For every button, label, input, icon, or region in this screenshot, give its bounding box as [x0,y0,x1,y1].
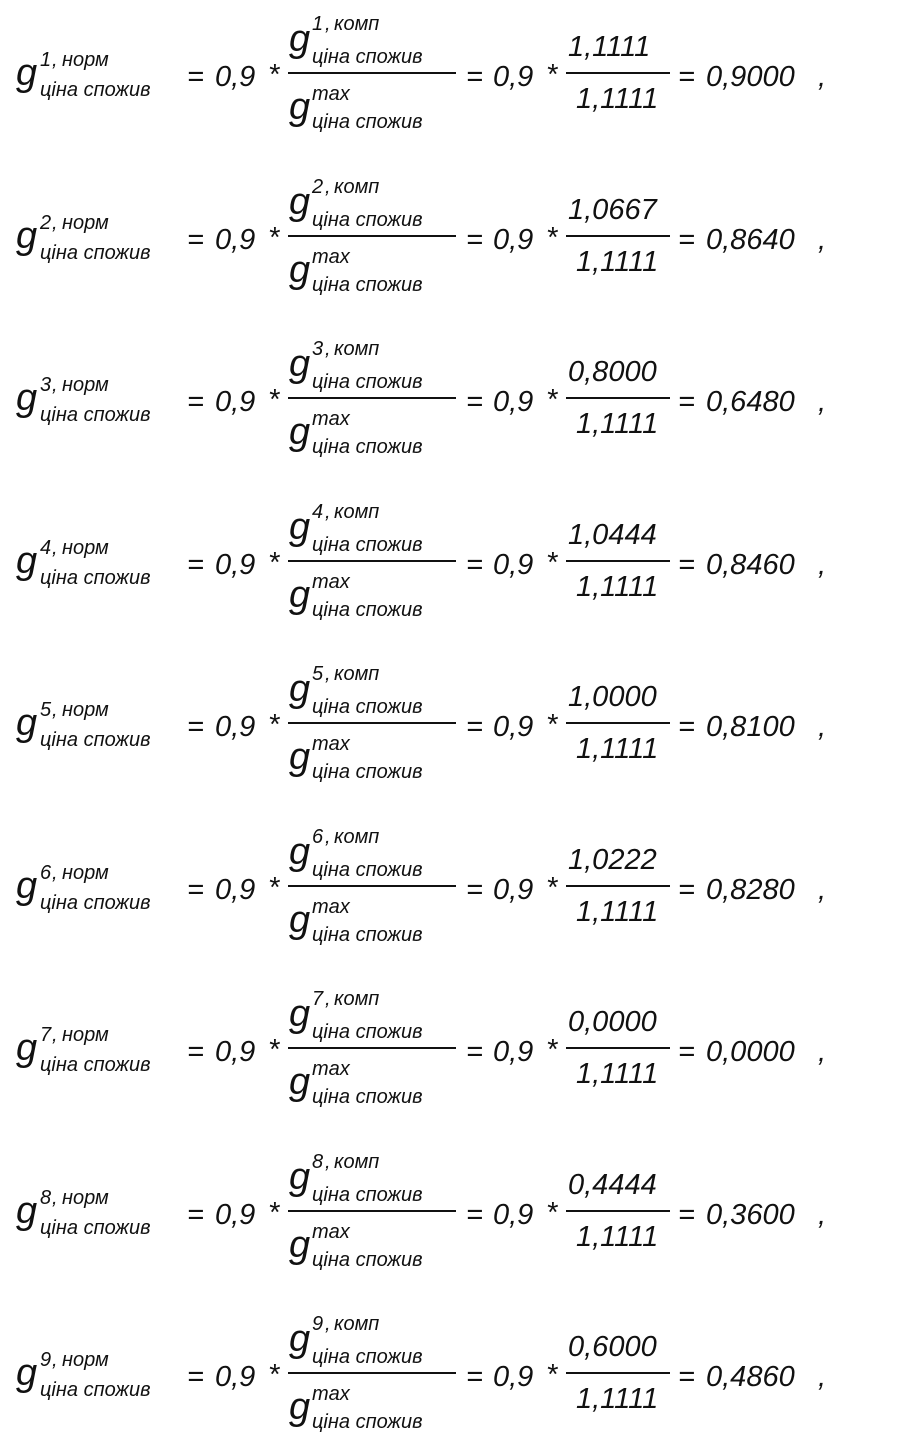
lhs-superscript-index: 9 [40,1349,52,1371]
denominator-value: 1,1111 [576,1058,659,1090]
numerator-value: 0,6000 [568,1331,657,1363]
denominator-g-symbol: g [289,1061,311,1103]
numerator-superscript-comma: , [325,176,331,198]
equals-sign-1: = [187,549,204,581]
formula-row [0,1310,908,1440]
denominator-subscript: ціна спожив [312,599,423,621]
denominator-g-symbol: g [289,736,311,778]
result-value: 0,3600 [706,1199,795,1231]
numerator-subscript: ціна спожив [312,1021,423,1043]
fraction-bar-1 [288,397,456,399]
coefficient-2: 0,9 [493,386,534,418]
lhs-g-symbol: g [16,215,38,257]
denominator-value: 1,1111 [576,733,659,765]
denominator-subscript: ціна спожив [312,111,423,133]
trailing-comma: , [818,224,827,256]
equals-sign-2: = [466,549,483,581]
lhs-subscript: ціна спожив [40,567,151,589]
coefficient-2: 0,9 [493,1199,534,1231]
coefficient-2: 0,9 [493,1361,534,1393]
lhs-g-symbol: g [16,1352,38,1394]
lhs-superscript-index: 7 [40,1024,52,1046]
result-value: 0,0000 [706,1036,795,1068]
numerator-subscript: ціна спожив [312,696,423,718]
coefficient-2: 0,9 [493,61,534,93]
fraction-bar-1 [288,235,456,237]
numerator-subscript: ціна спожив [312,209,423,231]
trailing-comma: , [818,874,827,906]
equals-sign-2: = [466,874,483,906]
fraction-bar-1 [288,560,456,562]
equals-sign-3: = [678,1361,695,1393]
numerator-superscript-comma: , [325,988,331,1010]
result-value: 0,4860 [706,1361,795,1393]
lhs-superscript-norm: норм [62,862,109,884]
numerator-g-symbol: g [289,506,311,548]
numerator-superscript-comma: , [325,338,331,360]
numerator-superscript-index: 4 [312,501,324,523]
times-sign-1: * [268,547,280,579]
denominator-value: 1,1111 [576,408,659,440]
fraction-bar-1 [288,722,456,724]
equals-sign-1: = [187,224,204,256]
times-sign-2: * [546,1359,558,1391]
numerator-subscript: ціна спожив [312,371,423,393]
equals-sign-1: = [187,1361,204,1393]
denominator-subscript: ціна спожив [312,761,423,783]
lhs-superscript-comma: , [52,862,58,884]
equals-sign-1: = [187,61,204,93]
numerator-superscript-index: 8 [312,1151,324,1173]
times-sign-1: * [268,872,280,904]
numerator-g-symbol: g [289,1156,311,1198]
equals-sign-3: = [678,874,695,906]
lhs-superscript-comma: , [52,374,58,396]
numerator-superscript-komp: комп [334,338,380,360]
formula-row [0,1148,908,1278]
lhs-superscript-index: 4 [40,537,52,559]
trailing-comma: , [818,386,827,418]
lhs-superscript-comma: , [52,537,58,559]
numerator-superscript-komp: комп [334,826,380,848]
lhs-subscript: ціна спожив [40,892,151,914]
lhs-superscript-index: 5 [40,699,52,721]
denominator-superscript-max: max [312,733,350,755]
lhs-superscript-norm: норм [62,49,109,71]
trailing-comma: , [818,1199,827,1231]
equals-sign-2: = [466,1361,483,1393]
numerator-superscript-index: 1 [312,13,324,35]
numerator-value: 1,0444 [568,519,657,551]
denominator-g-symbol: g [289,1224,311,1266]
equals-sign-2: = [466,386,483,418]
denominator-g-symbol: g [289,899,311,941]
denominator-subscript: ціна спожив [312,436,423,458]
denominator-value: 1,1111 [576,1383,659,1415]
numerator-superscript-komp: комп [334,1313,380,1335]
denominator-subscript: ціна спожив [312,924,423,946]
equals-sign-2: = [466,711,483,743]
numerator-g-symbol: g [289,831,311,873]
times-sign-1: * [268,1034,280,1066]
result-value: 0,8460 [706,549,795,581]
numerator-value: 0,8000 [568,356,657,388]
lhs-superscript-norm: норм [62,1349,109,1371]
result-value: 0,8280 [706,874,795,906]
numerator-superscript-index: 7 [312,988,324,1010]
trailing-comma: , [818,549,827,581]
denominator-value: 1,1111 [576,83,659,115]
numerator-subscript: ціна спожив [312,1184,423,1206]
numerator-subscript: ціна спожив [312,534,423,556]
numerator-superscript-komp: комп [334,663,380,685]
times-sign-2: * [546,1197,558,1229]
lhs-superscript-index: 8 [40,1187,52,1209]
fraction-bar-2 [566,560,670,562]
equals-sign-2: = [466,1036,483,1068]
times-sign-1: * [268,709,280,741]
formula-row [0,985,908,1115]
result-value: 0,8100 [706,711,795,743]
numerator-superscript-index: 6 [312,826,324,848]
equals-sign-1: = [187,386,204,418]
numerator-superscript-komp: комп [334,13,380,35]
fraction-bar-1 [288,1372,456,1374]
denominator-superscript-max: max [312,83,350,105]
times-sign-2: * [546,1034,558,1066]
times-sign-1: * [268,1197,280,1229]
lhs-subscript: ціна спожив [40,1217,151,1239]
denominator-subscript: ціна спожив [312,274,423,296]
denominator-superscript-max: max [312,246,350,268]
numerator-superscript-index: 3 [312,338,324,360]
times-sign-2: * [546,872,558,904]
equals-sign-3: = [678,61,695,93]
equals-sign-1: = [187,711,204,743]
lhs-g-symbol: g [16,1027,38,1069]
coefficient-2: 0,9 [493,224,534,256]
numerator-value: 0,0000 [568,1006,657,1038]
lhs-superscript-comma: , [52,212,58,234]
lhs-g-symbol: g [16,52,38,94]
times-sign-1: * [268,1359,280,1391]
numerator-superscript-komp: комп [334,1151,380,1173]
numerator-subscript: ціна спожив [312,46,423,68]
numerator-superscript-comma: , [325,501,331,523]
lhs-superscript-comma: , [52,49,58,71]
numerator-superscript-index: 9 [312,1313,324,1335]
formula-row [0,335,908,465]
fraction-bar-1 [288,72,456,74]
lhs-g-symbol: g [16,1190,38,1232]
trailing-comma: , [818,711,827,743]
formula-row [0,498,908,628]
lhs-superscript-index: 3 [40,374,52,396]
coefficient-2: 0,9 [493,1036,534,1068]
equals-sign-3: = [678,386,695,418]
times-sign-2: * [546,709,558,741]
numerator-subscript: ціна спожив [312,1346,423,1368]
fraction-bar-1 [288,1210,456,1212]
times-sign-2: * [546,222,558,254]
equals-sign-3: = [678,711,695,743]
lhs-g-symbol: g [16,865,38,907]
fraction-bar-2 [566,1047,670,1049]
numerator-superscript-komp: комп [334,501,380,523]
lhs-superscript-index: 1 [40,49,52,71]
times-sign-2: * [546,547,558,579]
coefficient-1: 0,9 [215,874,256,906]
lhs-superscript-norm: норм [62,212,109,234]
trailing-comma: , [818,61,827,93]
fraction-bar-2 [566,885,670,887]
coefficient-1: 0,9 [215,549,256,581]
denominator-subscript: ціна спожив [312,1249,423,1271]
numerator-superscript-comma: , [325,13,331,35]
equals-sign-2: = [466,224,483,256]
coefficient-1: 0,9 [215,386,256,418]
lhs-subscript: ціна спожив [40,404,151,426]
formula-row [0,173,908,303]
coefficient-1: 0,9 [215,1361,256,1393]
denominator-g-symbol: g [289,1386,311,1428]
denominator-g-symbol: g [289,86,311,128]
lhs-superscript-norm: норм [62,1187,109,1209]
result-value: 0,6480 [706,386,795,418]
denominator-g-symbol: g [289,411,311,453]
equals-sign-1: = [187,874,204,906]
equals-sign-1: = [187,1036,204,1068]
denominator-g-symbol: g [289,249,311,291]
formula-row [0,660,908,790]
denominator-subscript: ціна спожив [312,1086,423,1108]
fraction-bar-2 [566,72,670,74]
lhs-g-symbol: g [16,702,38,744]
lhs-superscript-index: 2 [40,212,52,234]
lhs-superscript-comma: , [52,1024,58,1046]
numerator-g-symbol: g [289,668,311,710]
denominator-superscript-max: max [312,896,350,918]
equals-sign-3: = [678,549,695,581]
denominator-superscript-max: max [312,408,350,430]
numerator-superscript-comma: , [325,1313,331,1335]
result-value: 0,8640 [706,224,795,256]
numerator-value: 1,1111 [568,31,651,63]
denominator-value: 1,1111 [576,896,659,928]
times-sign-1: * [268,59,280,91]
lhs-superscript-norm: норм [62,1024,109,1046]
lhs-g-symbol: g [16,540,38,582]
equals-sign-2: = [466,61,483,93]
denominator-superscript-max: max [312,1058,350,1080]
lhs-g-symbol: g [16,377,38,419]
denominator-g-symbol: g [289,574,311,616]
fraction-bar-1 [288,885,456,887]
lhs-subscript: ціна спожив [40,729,151,751]
denominator-subscript: ціна спожив [312,1411,423,1433]
denominator-value: 1,1111 [576,246,659,278]
fraction-bar-2 [566,722,670,724]
numerator-g-symbol: g [289,1318,311,1360]
lhs-superscript-norm: норм [62,537,109,559]
lhs-superscript-index: 6 [40,862,52,884]
result-value: 0,9000 [706,61,795,93]
trailing-comma: , [818,1361,827,1393]
denominator-superscript-max: max [312,1383,350,1405]
numerator-value: 1,0000 [568,681,657,713]
coefficient-2: 0,9 [493,874,534,906]
fraction-bar-2 [566,397,670,399]
coefficient-2: 0,9 [493,549,534,581]
fraction-bar-2 [566,1372,670,1374]
equals-sign-3: = [678,1199,695,1231]
fraction-bar-1 [288,1047,456,1049]
trailing-comma: , [818,1036,827,1068]
numerator-superscript-komp: комп [334,176,380,198]
times-sign-2: * [546,59,558,91]
lhs-superscript-norm: норм [62,374,109,396]
lhs-subscript: ціна спожив [40,1054,151,1076]
numerator-value: 1,0667 [568,194,657,226]
numerator-superscript-index: 5 [312,663,324,685]
denominator-value: 1,1111 [576,1221,659,1253]
numerator-value: 1,0222 [568,844,657,876]
coefficient-1: 0,9 [215,1199,256,1231]
times-sign-2: * [546,384,558,416]
coefficient-1: 0,9 [215,711,256,743]
denominator-superscript-max: max [312,1221,350,1243]
numerator-g-symbol: g [289,343,311,385]
numerator-g-symbol: g [289,993,311,1035]
times-sign-1: * [268,384,280,416]
lhs-superscript-comma: , [52,699,58,721]
fraction-bar-2 [566,1210,670,1212]
lhs-subscript: ціна спожив [40,79,151,101]
coefficient-1: 0,9 [215,1036,256,1068]
numerator-value: 0,4444 [568,1169,657,1201]
denominator-superscript-max: max [312,571,350,593]
lhs-subscript: ціна спожив [40,242,151,264]
numerator-superscript-index: 2 [312,176,324,198]
numerator-subscript: ціна спожив [312,859,423,881]
coefficient-1: 0,9 [215,224,256,256]
equals-sign-2: = [466,1199,483,1231]
coefficient-1: 0,9 [215,61,256,93]
coefficient-2: 0,9 [493,711,534,743]
lhs-subscript: ціна спожив [40,1379,151,1401]
lhs-superscript-norm: норм [62,699,109,721]
numerator-g-symbol: g [289,18,311,60]
numerator-superscript-comma: , [325,826,331,848]
lhs-superscript-comma: , [52,1187,58,1209]
equals-sign-3: = [678,224,695,256]
numerator-superscript-comma: , [325,1151,331,1173]
formula-row [0,823,908,953]
equals-sign-3: = [678,1036,695,1068]
numerator-g-symbol: g [289,181,311,223]
equals-sign-1: = [187,1199,204,1231]
times-sign-1: * [268,222,280,254]
denominator-value: 1,1111 [576,571,659,603]
numerator-superscript-komp: комп [334,988,380,1010]
lhs-superscript-comma: , [52,1349,58,1371]
fraction-bar-2 [566,235,670,237]
formula-row [0,10,908,140]
numerator-superscript-comma: , [325,663,331,685]
